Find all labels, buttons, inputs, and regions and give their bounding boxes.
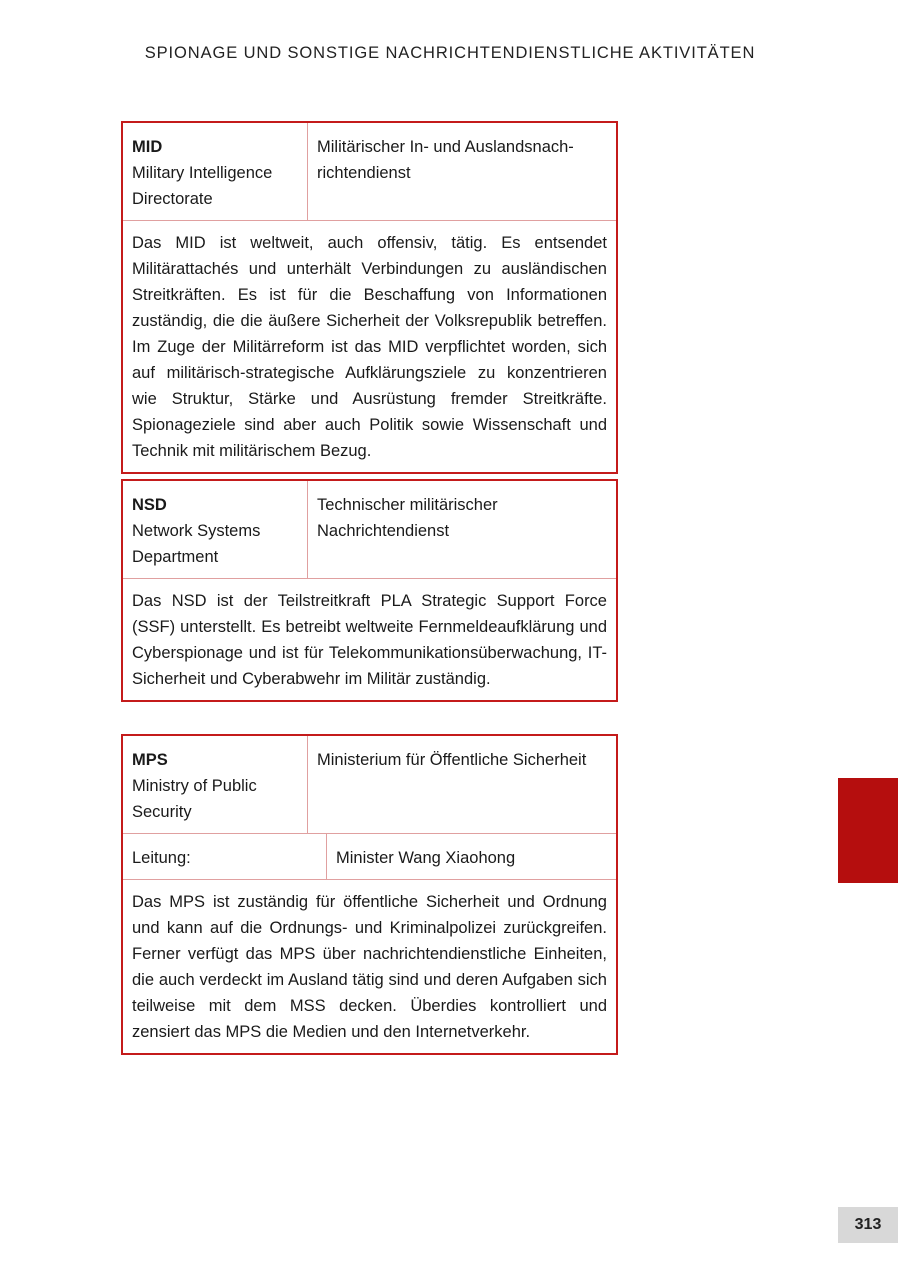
agency-german-name: Technischer militärischer Nachrichtendienst	[317, 496, 498, 540]
agency-description-row	[123, 880, 616, 1053]
agency-description-row	[123, 579, 616, 700]
agency-description: Das NSD ist der Teilstreitkraft PLA Strategic Support Force (SSF) unterstellt. Es betreibt weltweite Fernmeldeaufklärung und Cyberspionage und ist für Telekommunikationsüberwachung, IT-Sicherheit und Cyberabwehr im Militär zuständig.	[132, 592, 607, 688]
leitung-label: Leitung:	[132, 849, 191, 867]
agency-box-mps	[121, 734, 618, 1055]
agency-full-name: Network Systems Department	[132, 522, 261, 566]
chapter-tab-marker	[838, 778, 898, 883]
agency-description: Das MPS ist zuständig für öffentliche Sicherheit und Ordnung und kann auf die Ordnungs- und Kriminalpolizei zurückgreifen. Ferner verfügt das MPS über nachrichtendienstliche Einheiten, die auch verdeckt im Ausland tätig sind und deren Aufgaben sich teilweise mit dem MSS decken. Überdies kontrolliert und zensiert das MPS die Medien und den Internetverkehr.	[132, 893, 607, 1041]
running-header: SPIONAGE UND SONSTIGE NACHRICHTENDIENSTLICHE AKTIVITÄTEN	[144, 44, 756, 62]
agency-description: Das MID ist weltweit, auch offensiv, tätig. Es entsendet Militärattachés und unterhält Verbindungen zu ausländischen Streitkräften. Es ist für die Beschaffung von Informationen zuständig, die die äußere Sicherheit der Volksrepublik betreffen. Im Zuge der Militärreform ist das MID verpflichtet worden, sich auf militärisch-strategische Aufklärungsziele zu konzentrieren wie Struktur, Stärke und Ausrüstung fremder Streitkräfte. Spionageziele sind aber auch Politik sowie Wissenschaft und Technik mit militärischem Bezug.	[132, 234, 607, 460]
agency-title-row	[123, 481, 616, 579]
agency-title-row	[123, 123, 616, 221]
agency-name-cell	[123, 481, 308, 578]
agency-name-cell	[123, 123, 308, 220]
page-number: 313	[838, 1207, 898, 1243]
agency-german-name-cell	[308, 481, 616, 578]
agency-name-cell	[123, 736, 308, 833]
leitung-value: Minister Wang Xiaohong	[336, 849, 516, 867]
agency-leitung-row	[123, 834, 616, 880]
agency-german-name-cell	[308, 123, 616, 220]
agency-full-name: Military Intelligence Directorate	[132, 164, 273, 208]
agency-box-mid	[121, 121, 618, 474]
agency-box-nsd	[121, 479, 618, 702]
agency-german-name: Militärischer In- und Auslandsnach-richtendienst	[317, 138, 574, 182]
agency-abbreviation: MID	[132, 138, 163, 156]
leitung-label-cell	[123, 834, 327, 879]
agency-title-row	[123, 736, 616, 834]
agency-german-name: Ministerium für Öffentliche Sicherheit	[317, 751, 587, 769]
agency-description-row	[123, 221, 616, 472]
agency-german-name-cell	[308, 736, 616, 833]
agency-abbreviation: MPS	[132, 751, 168, 769]
agency-full-name: Ministry of Public Security	[132, 777, 257, 821]
leitung-value-cell	[327, 834, 616, 879]
agency-abbreviation: NSD	[132, 496, 167, 514]
